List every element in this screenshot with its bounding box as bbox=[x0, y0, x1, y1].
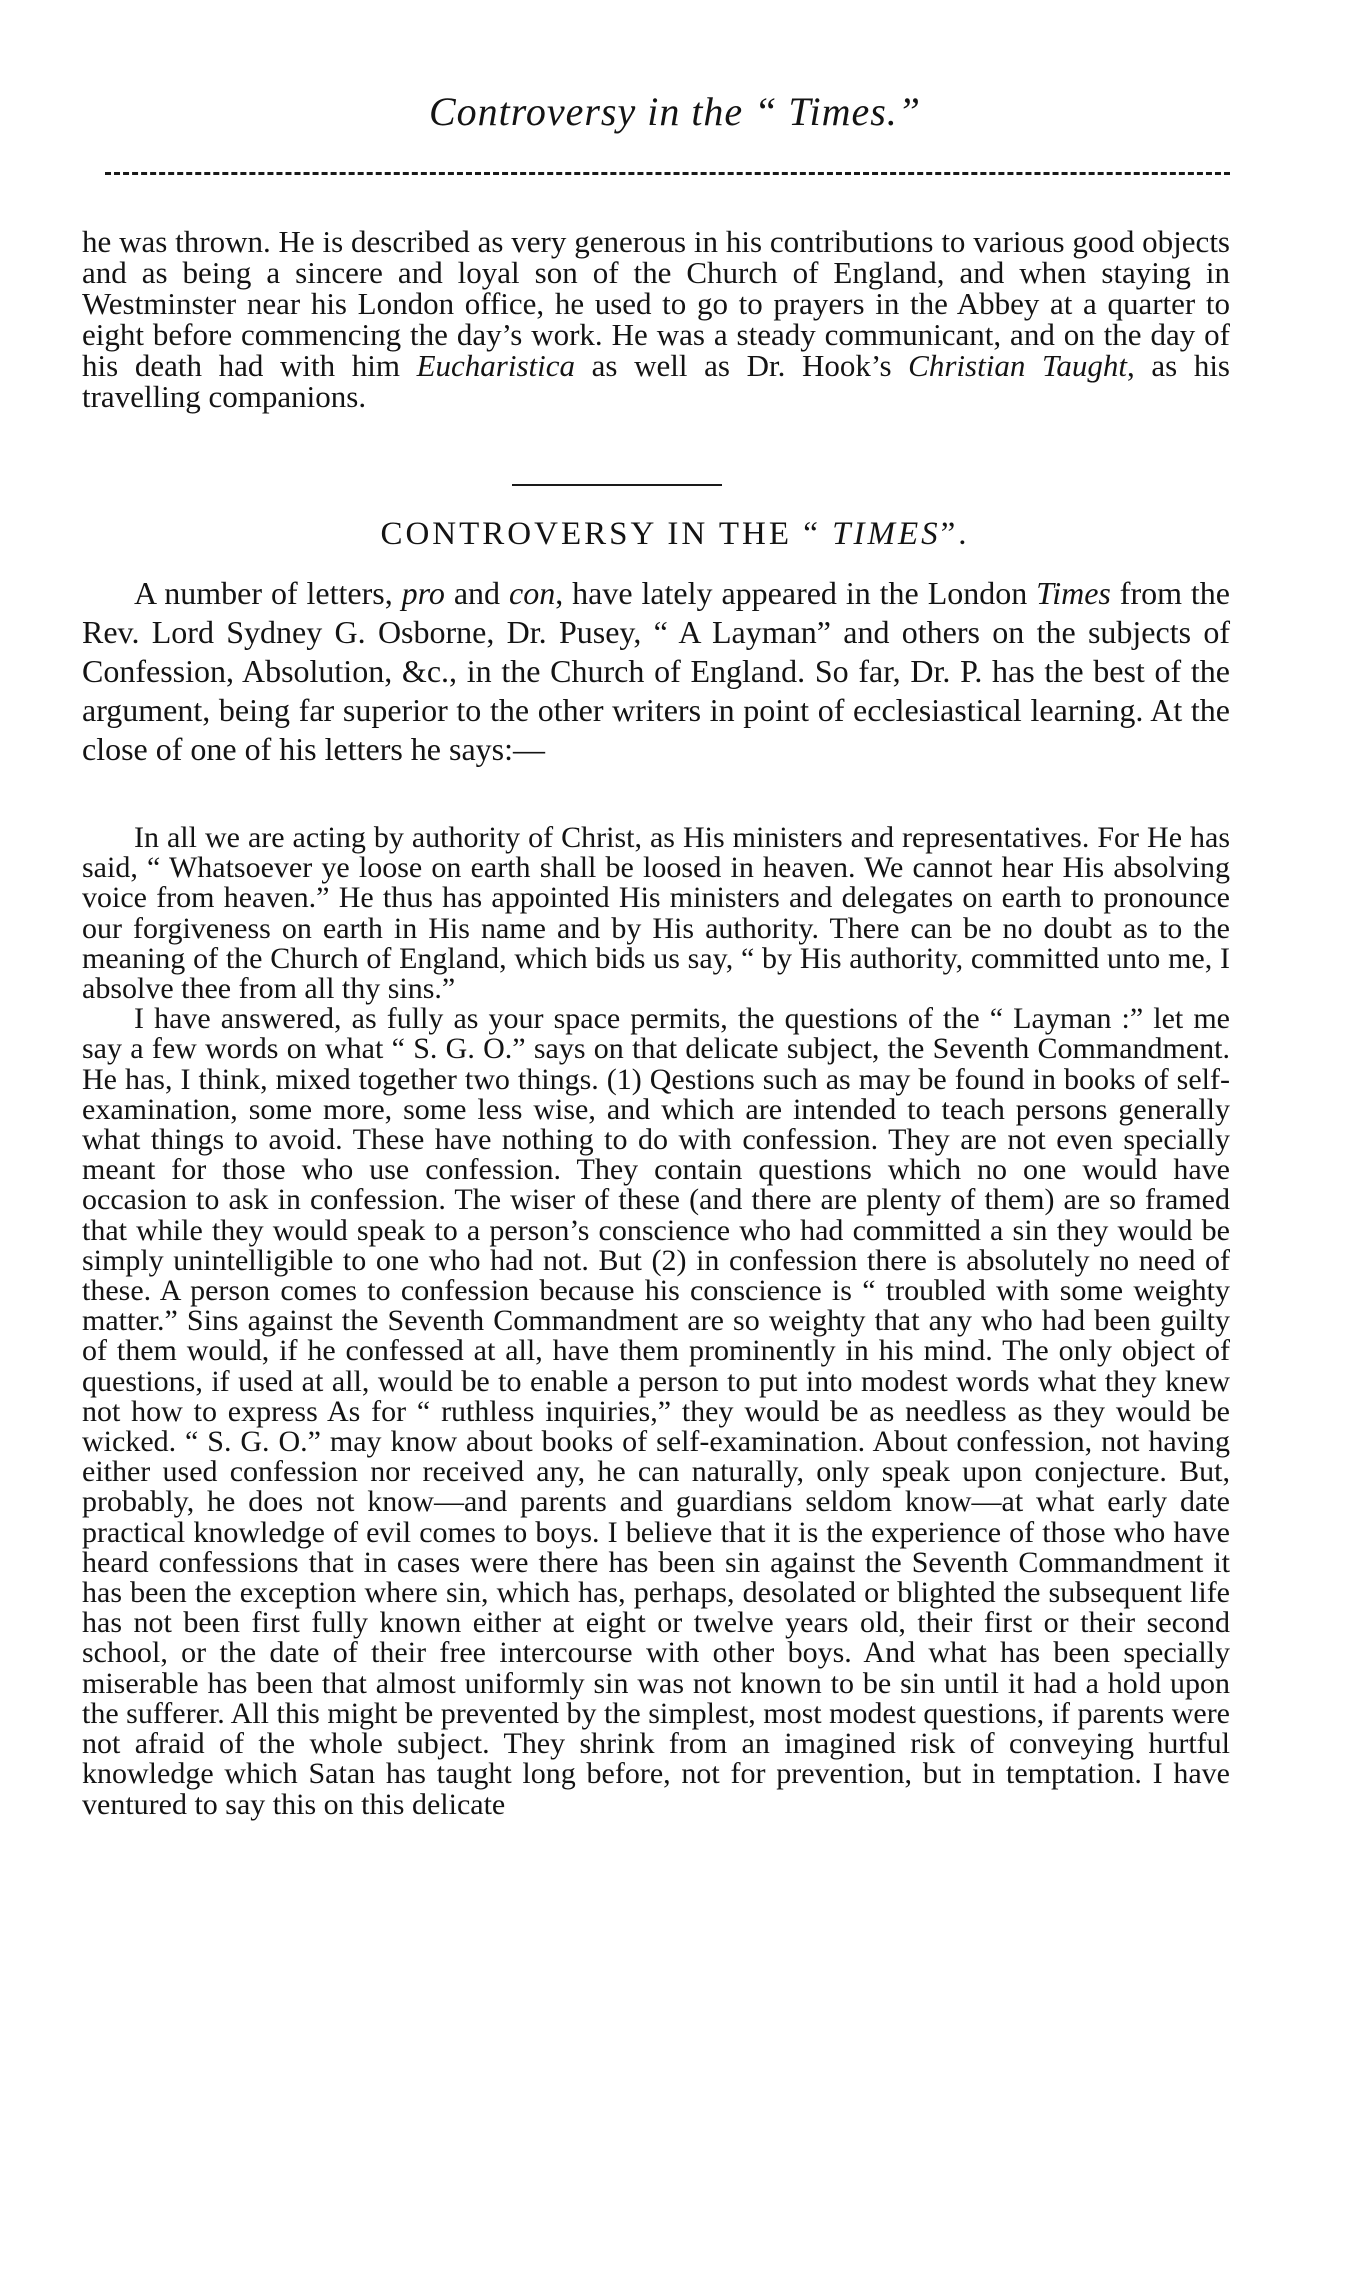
quoted-letter bbox=[82, 823, 1230, 1820]
header-rule bbox=[105, 172, 1230, 175]
quote-paragraph-2: I have answered, as fully as your space permits, the questions of the “ Layman :” let me say a few words on what “ S. G. O.” says on that delicate subject, the Seventh Commandment. He has, I think, mixed together two things. (1) Qestions such as may be found in books of self-examination, some more, some less wise, and which are intended to teach persons generally what things to avoid. These have nothing to do with confession. They are not even specially meant for those who use confession. They contain questions which no one would have occasion to ask in confession. The wiser of these (and there are plenty of them) are so framed that while they would speak to a person’s conscience who had committed a sin they would be simply unintelligible to one who had not. But (2) in confession there is absolutely no need of these. A person comes to confession because his conscience is “ troubled with some weighty matter.” Sins against the Seventh Commandment are so weighty that any who had been guilty of them would, if he confessed at all, have them prominently in his mind. The only object of questions, if used at all, would be to enable a person to put into modest words what they knew not how to express As for “ ruthless inquiries,” they would be as needless as they would be wicked. “ S. G. O.” may know about books of self-examination. About confession, not having either used confession nor received any, he can naturally, only speak upon conjecture. But, probably, he does not know—and parents and guardians seldom know—at what early date practical knowledge of evil comes to boys. I believe that it is the experience of those who have heard confessions that in cases were there has been sin against the Seventh Commandment it has been the exception where sin, which has, perhaps, desolated or blighted the subsequent life has not been first fully known either at eight or twelve years old, their first or their second school, or the date of their free intercourse with other boys. And what has been specially miserable has been that almost uniformly sin was not known to be sin until it had a hold upon the sufferer. All this might be prevented by the simplest, most modest questions, if parents were not afraid of the whole subject. They shrink from an imagined risk of conveying hurtful knowledge which Satan has taught long before, not for prevention, but in temptation. I have ventured to say this on this delicate bbox=[82, 1002, 1230, 1821]
intro-con: con bbox=[508, 575, 556, 611]
article-title-text: CONTROVERSY IN THE “ bbox=[380, 516, 833, 552]
article-title bbox=[0, 516, 1350, 553]
article-title-times: TIMES bbox=[832, 516, 941, 552]
book-title-christian-taught: Christian Taught bbox=[908, 348, 1127, 383]
book-title-eucharistica: Eucharistica bbox=[416, 348, 576, 383]
intro-text: A number of letters, bbox=[134, 575, 402, 611]
article-title-text: ”. bbox=[940, 516, 970, 552]
intro-text: from the Rev. Lord Sydney G. Osborne, Dr. Pusey, “ A Layman” and others on the subjects of Confession, Absolution, &c., in the Church of England. So far, Dr. P. has the best of the argument, being far superior to the other writers in point of ecclesiastical learning. At the close of one of his letters he says:— bbox=[82, 575, 1231, 767]
quote-paragraph-1: In all we are acting by authority of Christ, as His ministers and representatives. For He has said, “ Whatsoever ye loose on earth shall be loosed in heaven. We cannot hear His absolving voice from heaven.” He thus has appointed His ministers and delegates on earth to pronounce our forgiveness on earth in His name and by His authority. There can be no doubt as to the meaning of the Church of England, which bids us say, “ by His authority, committed unto me, I absolve thee from all thy sins.” bbox=[82, 821, 1230, 1006]
intro-text: , have lately appeared in the London bbox=[555, 575, 1037, 611]
running-head: Controversy in the “ Times.” bbox=[428, 89, 922, 134]
continuation-paragraph bbox=[82, 226, 1230, 412]
continuation-text: as well as Dr. Hook’s bbox=[575, 348, 909, 383]
intro-times: Times bbox=[1036, 575, 1111, 611]
intro-pro: pro bbox=[401, 575, 445, 611]
continuation-text: he was thrown. He is described as very generous in his contributions to various good objects and as being a sincere and loyal son of the Church of England, and when staying in Westminster near his London office, he used to go to prayers in the Abbey at a quarter to eight before commencing the day’s work. He was a steady communicant, and on the day of his death had with him bbox=[82, 224, 1230, 383]
section-divider bbox=[512, 484, 722, 486]
continuation-text: , as his travelling companions. bbox=[82, 348, 1230, 414]
intro-text: and bbox=[444, 575, 509, 611]
intro-paragraph bbox=[82, 574, 1230, 769]
